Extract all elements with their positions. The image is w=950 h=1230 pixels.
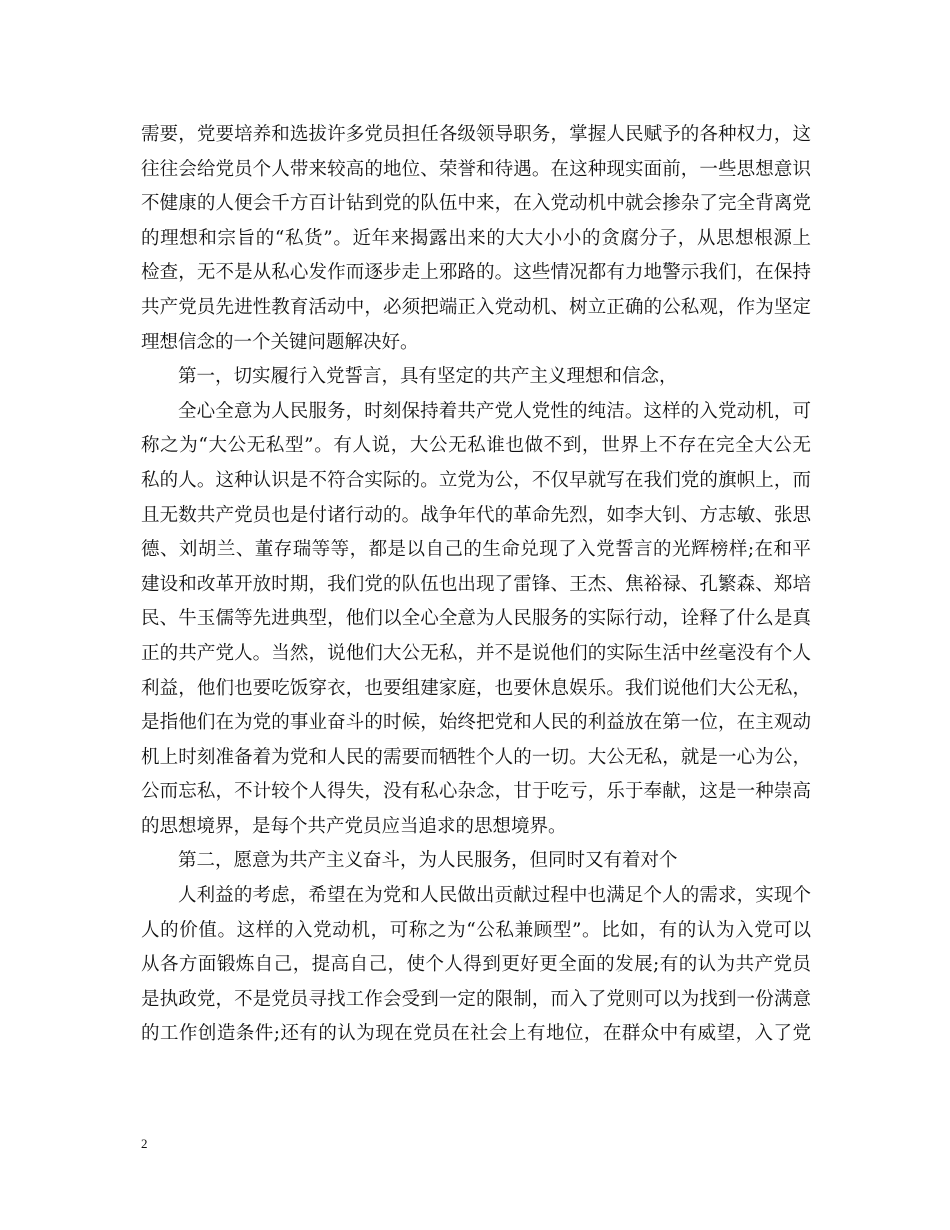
text-line: 不健康的人便会千方百计钻到党的队伍中来，在入党动机中就会掺杂了完全背离党: [141, 193, 811, 215]
text-line: 全心全意为人民服务，时刻保持着共产党人党性的纯洁。这样的入党动机，可: [178, 400, 811, 422]
text-line: 建设和改革开放时期，我们党的队伍也出现了雷锋、王杰、焦裕禄、孔繁森、郑培: [141, 573, 811, 595]
text-line: 理想信念的一个关键问题解决好。: [141, 331, 419, 353]
text-line: 称之为“大公无私型”。有人说，大公无私谁也做不到，世界上不存在完全大公无: [141, 435, 811, 457]
text-line: 往往会给党员个人带来较高的地位、荣誉和待遇。在这种现实面前，一些思想意识: [141, 158, 811, 180]
body-text: [141, 118, 811, 1052]
text-line: 的工作创造条件;还有的认为现在党员在社会上有地位，在群众中有威望，入了党: [141, 1023, 811, 1045]
text-line: 检查，无不是从私心发作而逐步走上邪路的。这些情况都有力地警示我们，在保持: [141, 262, 811, 284]
text-line: 且无数共产党员也是付诸行动的。战争年代的革命先烈，如李大钊、方志敏、张思: [141, 504, 811, 526]
text-line: 私的人。这种认识是不符合实际的。立党为公，不仅早就写在我们党的旗帜上，而: [141, 469, 811, 491]
text-line: 共产党员先进性教育活动中，必须把端正入党动机、树立正确的公私观，作为坚定: [141, 296, 811, 318]
text-line: 正的共产党人。当然，说他们大公无私，并不是说他们的实际生活中丝毫没有个人: [141, 642, 811, 664]
text-line: 人的价值。这样的入党动机，可称之为“公私兼顾型”。比如，有的认为入党可以: [141, 919, 811, 941]
text-line: 的理想和宗旨的“私货”。近年来揭露出来的大大小小的贪腐分子，从思想根源上: [141, 227, 811, 249]
text-line: 从各方面锻炼自己，提高自己，使个人得到更好更全面的发展;有的认为共产党员: [141, 954, 811, 976]
text-line: 公而忘私，不计较个人得失，没有私心杂念，甘于吃亏，乐于奉献，这是一种崇高: [141, 781, 811, 803]
text-line: 机上时刻准备着为党和人民的需要而牺牲个人的一切。大公无私，就是一心为公，: [141, 746, 811, 768]
text-line: 的思想境界，是每个共产党员应当追求的思想境界。: [141, 815, 567, 837]
page-number: 2: [141, 1136, 148, 1151]
text-line: 民、牛玉儒等先进典型，他们以全心全意为人民服务的实际行动，诠释了什么是真: [141, 608, 811, 630]
text-line: 是指他们在为党的事业奋斗的时候，始终把党和人民的利益放在第一位，在主观动: [141, 712, 811, 734]
text-line: 需要，党要培养和选拔许多党员担任各级领导职务，掌握人民赋予的各种权力，这: [141, 124, 811, 145]
text-line: 是执政党，不是党员寻找工作会受到一定的限制，而入了党则可以为找到一份满意: [141, 988, 811, 1010]
text-line: 利益，他们也要吃饭穿衣，也要组建家庭，也要休息娱乐。我们说他们大公无私，: [141, 677, 811, 699]
text-line: 第二，愿意为共产主义奋斗，为人民服务，但同时又有着对个: [178, 850, 678, 872]
text-line: 人利益的考虑，希望在为党和人民做出贡献过程中也满足个人的需求，实现个: [178, 885, 811, 907]
text-line: 第一，切实履行入党誓言，具有坚定的共产主义理想和信念，: [178, 366, 678, 388]
text-line: 德、刘胡兰、董存瑞等等，都是以自己的生命兑现了入党誓言的光辉榜样;在和平: [141, 539, 811, 561]
